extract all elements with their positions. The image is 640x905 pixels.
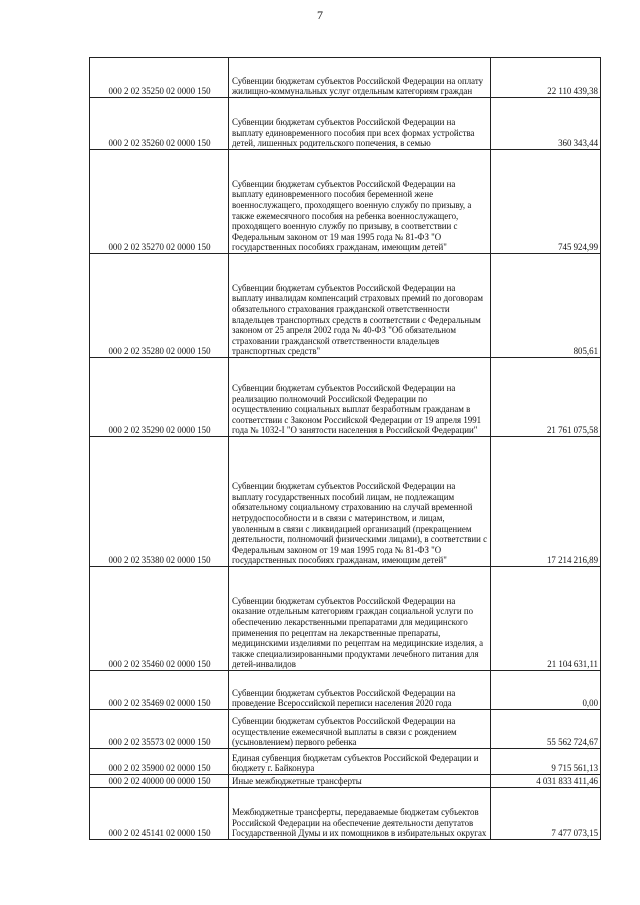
description-cell: Субвенции бюджетам субъектов Российской Федерации на выплату инвалидам компенсаций страховых премий по договорам обязательного страхования гражданской ответственности владельцев транспортных средств в соответствии с Федеральным законом от 25 апреля 2002 года № 40-ФЗ "Об обязательном страховании гражданской ответственности владельцев транспортных средств"	[229, 254, 491, 358]
description-cell: Субвенции бюджетам субъектов Российской Федерации на осуществление ежемесячной выплаты в связи с рождением (усыновлением) первого ребенка	[229, 710, 491, 749]
budget-code-cell: 000 2 02 35280 02 0000 150	[90, 254, 229, 358]
amount-cell: 22 110 439,38	[491, 58, 601, 98]
budget-code-cell: 000 2 02 45141 02 0000 150	[90, 788, 229, 840]
amount-cell: 745 924,99	[491, 150, 601, 254]
amount-cell: 55 562 724,67	[491, 710, 601, 749]
amount-cell: 21 761 075,58	[491, 358, 601, 437]
description-cell: Единая субвенция бюджетам субъектов Российской Федерации и бюджету г. Байконура	[229, 749, 491, 775]
table-row	[90, 254, 601, 358]
budget-code-cell: 000 2 02 40000 00 0000 150	[90, 775, 229, 788]
amount-cell: 21 104 631,11	[491, 567, 601, 671]
table-row	[90, 58, 601, 98]
table-row	[90, 437, 601, 567]
budget-code-cell: 000 2 02 35270 02 0000 150	[90, 150, 229, 254]
amount-cell: 0,00	[491, 671, 601, 710]
description-cell: Субвенции бюджетам субъектов Российской Федерации на выплату единовременного пособия при всех формах устройства детей, лишенных родительского попечения, в семью	[229, 98, 491, 150]
budget-code-cell: 000 2 02 35573 02 0000 150	[90, 710, 229, 749]
amount-cell: 17 214 216,89	[491, 437, 601, 567]
table-row	[90, 671, 601, 710]
amount-cell: 7 477 073,15	[491, 788, 601, 840]
description-cell: Субвенции бюджетам субъектов Российской Федерации на проведение Всероссийской переписи населения 2020 года	[229, 671, 491, 710]
budget-revenue-table	[89, 57, 601, 840]
description-cell: Субвенции бюджетам субъектов Российской Федерации на реализацию полномочий Российской Федерации по осуществлению социальных выплат безработным гражданам в соответствии с Законом Российской Федерации от 19 апреля 1991 года № 1032-I "О занятости населения в Российской Федерации"	[229, 358, 491, 437]
description-cell: Иные межбюджетные трансферты	[229, 775, 491, 788]
budget-code-cell: 000 2 02 35900 02 0000 150	[90, 749, 229, 775]
amount-cell: 805,61	[491, 254, 601, 358]
table-row	[90, 358, 601, 437]
table-row	[90, 788, 601, 840]
table-row	[90, 98, 601, 150]
description-cell: Субвенции бюджетам субъектов Российской Федерации на оплату жилищно-коммунальных услуг отдельным категориям граждан	[229, 58, 491, 98]
description-cell: Субвенции бюджетам субъектов Российской Федерации на выплату единовременного пособия беременной жене военнослужащего, проходящего военную службу по призыву, а также ежемесячного пособия на ребенка военнослужащего, проходящего военную службу по призыву, в соответствии с Федеральным законом от 19 мая 1995 года № 81-ФЗ "О государственных пособиях гражданам, имеющим детей"	[229, 150, 491, 254]
budget-code-cell: 000 2 02 35260 02 0000 150	[90, 98, 229, 150]
budget-code-cell: 000 2 02 35469 02 0000 150	[90, 671, 229, 710]
page-number: 7	[317, 8, 323, 22]
table-row	[90, 567, 601, 671]
amount-cell: 360 343,44	[491, 98, 601, 150]
amount-cell: 4 031 833 411,46	[491, 775, 601, 788]
table-row	[90, 775, 601, 788]
description-cell: Субвенции бюджетам субъектов Российской Федерации на оказание отдельным категориям граждан социальной услуги по обеспечению лекарственными препаратами для медицинского применения по рецептам на лекарственные препараты, медицинскими изделиями по рецептам на медицинские изделия, а также специализированными продуктами лечебного питания для детей-инвалидов	[229, 567, 491, 671]
budget-code-cell: 000 2 02 35380 02 0000 150	[90, 437, 229, 567]
budget-code-cell: 000 2 02 35460 02 0000 150	[90, 567, 229, 671]
budget-code-cell: 000 2 02 35250 02 0000 150	[90, 58, 229, 98]
budget-code-cell: 000 2 02 35290 02 0000 150	[90, 358, 229, 437]
table-row	[90, 150, 601, 254]
description-cell: Субвенции бюджетам субъектов Российской Федерации на выплату государственных пособий лицам, не подлежащим обязательному социальному страхованию на случай временной нетрудоспособности и в связи с материнством, и лицам, уволенным в связи с ликвидацией организаций (прекращением деятельности, полномочий физическими лицами), в соответствии с Федеральным законом от 19 мая 1995 года № 81-ФЗ "О государственных пособиях гражданам, имеющим детей"	[229, 437, 491, 567]
table-row	[90, 749, 601, 775]
amount-cell: 9 715 561,13	[491, 749, 601, 775]
description-cell: Межбюджетные трансферты, передаваемые бюджетам субъектов Российской Федерации на обеспечение деятельности депутатов Государственной Думы и их помощников в избирательных округах	[229, 788, 491, 840]
table-row	[90, 710, 601, 749]
